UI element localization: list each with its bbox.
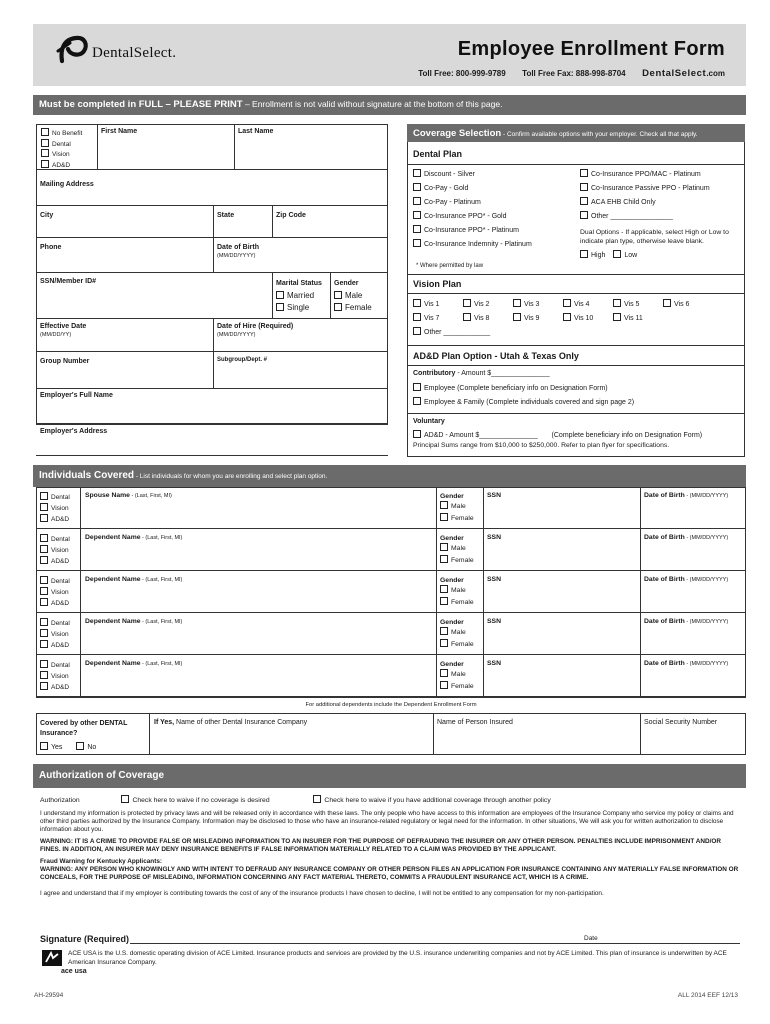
gender: Gender Male Female (334, 280, 372, 312)
ind-dental-check[interactable]: Dental (40, 618, 70, 629)
vision-plan-title: Vision Plan (413, 279, 462, 289)
ind-dental-check[interactable]: Dental (40, 492, 70, 503)
individual-ssn-field[interactable]: SSN (487, 660, 501, 667)
individual-name-field[interactable]: Dependent Name - (Last, First, MI) (85, 660, 183, 667)
individual-plan-checks (40, 534, 70, 567)
ind-male-check[interactable]: Male (440, 543, 474, 555)
low-check[interactable]: Low (613, 252, 637, 259)
ind-dental-check[interactable]: Dental (40, 660, 70, 671)
state-field[interactable]: State (217, 212, 235, 219)
dental-aca-ehb-child[interactable]: ACA EHB Child Only (580, 196, 710, 210)
check-dental[interactable]: Dental (41, 139, 82, 150)
dental-ppo-mac-platinum[interactable]: Co-Insurance PPO/MAC - Platinum (580, 168, 710, 182)
voluntary-label: Voluntary (413, 418, 445, 425)
vis-6[interactable]: Vis 6 (663, 298, 713, 312)
add-employee-check[interactable]: Employee (Complete beneficiary info on Designation Form) (413, 382, 608, 396)
logo-text: DentalSelect. (92, 45, 177, 61)
individual-dob-field[interactable]: Date of Birth - (MM/DD/YYYY) (644, 618, 729, 625)
dental-other[interactable]: Other ________________ (580, 210, 710, 224)
check-vision[interactable]: Vision (41, 149, 82, 160)
employer-address-field[interactable]: Employer's Address (40, 428, 108, 435)
phone-field[interactable]: Phone (40, 244, 62, 251)
ind-add-check[interactable]: AD&D (40, 598, 70, 609)
other-company-field[interactable]: If Yes, Name of other Dental Insurance Company (154, 719, 308, 726)
authorization-header: Authorization of Coverage (33, 764, 746, 788)
ssn-field[interactable]: SSN/Member ID# (40, 278, 97, 285)
dental-plan-title: Dental Plan (413, 149, 463, 159)
authorization-label: Authorization (40, 797, 80, 804)
date-label: Date (584, 935, 598, 942)
individual-name-field[interactable]: Dependent Name - (Last, First, MI) (85, 576, 183, 583)
individual-plan-checks (40, 492, 70, 525)
kentucky-warning: WARNING: ANY PERSON WHO KNOWINGLY AND WITH INTENT TO DEFRAUD ANY INSURANCE COMPANY OR OTHER PERSON FILES AN APPLICATION FOR INSURANCE CONTAINING ANY MATERIALLY FALSE INFORMATION OR CONCEALS, FOR THE PURPOSE OF MISLEADING, INFORMATION CONCERNING ANY FACT MATERIAL THERETO, COMMITS A FRAUDULENT INSURANCE ACT, WHICH IS A CRIME. (40, 866, 739, 882)
coverage-header: Coverage Selection - Confirm available options with your employer. Check all that apply. (407, 124, 745, 142)
individual-name-field[interactable]: Spouse Name - (Last, First, MI) (85, 492, 172, 499)
voluntary-add-check[interactable]: AD&D - Amount $_______________ (413, 432, 538, 439)
voluntary-line: AD&D - Amount $_______________ (Complete beneficiary info on Designation Form) (413, 430, 702, 441)
ind-vision-check[interactable]: Vision (40, 671, 70, 682)
effective-date-field[interactable]: Effective Date (MM/DD/YY) (40, 323, 87, 338)
ind-male-check[interactable]: Male (440, 627, 474, 639)
ind-male-check[interactable]: Male (440, 585, 474, 597)
contact-line (418, 68, 725, 80)
dob-field[interactable]: Date of Birth (MM/DD/YYYY) (217, 244, 259, 259)
kentucky-title: Fraud Warning for Kentucky Applicants: (40, 858, 163, 866)
ind-add-check[interactable]: AD&D (40, 556, 70, 567)
dental-copay-gold[interactable]: Co-Pay - Gold (413, 182, 532, 196)
banner-rest: – Enrollment is not valid without signature at the bottom of this page. (242, 99, 503, 109)
dental-coins-ppo-platinum[interactable]: Co-Insurance PPO* - Platinum (413, 224, 532, 238)
vision-options (413, 298, 743, 340)
vis-4[interactable]: Vis 4 (563, 298, 613, 312)
vis-11[interactable]: Vis 11 (613, 312, 663, 326)
individual-plan-checks (40, 660, 70, 693)
individual-plan-checks (40, 618, 70, 651)
dental-options-left (413, 168, 532, 252)
full-print-banner (33, 95, 746, 115)
individual-gender: Gender Male Female (440, 618, 474, 651)
dual-options-note: Dual Options - If applicable, select High or Low to indicate plan type, otherwise leave blank. (580, 229, 729, 245)
ind-dental-check[interactable]: Dental (40, 576, 70, 587)
website-suffix: .com (706, 69, 725, 78)
dentalselect-logo (56, 33, 206, 67)
ind-female-check[interactable]: Female (440, 597, 474, 609)
dental-coins-indemnity-platinum[interactable]: Co-Insurance Indemnity - Platinum (413, 238, 532, 252)
individual-dob-field[interactable]: Date of Birth - (MM/DD/YYYY) (644, 492, 729, 499)
ind-add-check[interactable]: AD&D (40, 682, 70, 693)
dental-coins-ppo-gold[interactable]: Co-Insurance PPO* - Gold (413, 210, 532, 224)
vis-2[interactable]: Vis 2 (463, 298, 513, 312)
individual-ssn-field[interactable]: SSN (487, 492, 501, 499)
waive-no-coverage-check[interactable]: Check here to waive if no coverage is desired (121, 797, 269, 804)
dental-discount-silver[interactable]: Discount - Silver (413, 168, 532, 182)
ind-male-check[interactable]: Male (440, 501, 474, 513)
individual-dob-field[interactable]: Date of Birth - (MM/DD/YYYY) (644, 534, 729, 541)
ace-disclaimer: ACE USA is the U.S. domestic operating division of ACE Limited. Insurance products and services are provided by the U.S. insurance underwriting companies and not by ACE Limited. This plan of insurance is underwritten by ACE American Insurance Company. (68, 950, 727, 966)
vis-1[interactable]: Vis 1 (413, 298, 463, 312)
individuals-header: Individuals Covered - List individuals for whom you are enrolling and select plan option. (33, 465, 746, 487)
additional-dependents-note: For additional dependents include the Dependent Enrollment Form (305, 702, 477, 708)
waive-additional-check[interactable]: Check here to waive if you have additional coverage through another policy (313, 797, 550, 804)
individual-name-field[interactable]: Dependent Name - (Last, First, MI) (85, 534, 183, 541)
person-insured-field[interactable]: Name of Person Insured (437, 719, 513, 726)
permitted-note: * Where permitted by law (416, 263, 484, 269)
first-name-field[interactable]: First Name (101, 128, 138, 135)
ind-vision-check[interactable]: Vision (40, 545, 70, 556)
individual-dob-field[interactable]: Date of Birth - (MM/DD/YYYY) (644, 660, 729, 667)
authorization-body (40, 795, 740, 902)
group-number-field[interactable]: Group Number (40, 358, 90, 365)
check-no-benefit[interactable]: No Benefit (41, 128, 82, 139)
website: DentalSelect (642, 68, 707, 79)
benefit-checks (41, 128, 82, 170)
marital-status: Marital Status Married Single (276, 280, 322, 312)
last-name-field[interactable]: Last Name (238, 128, 274, 135)
individual-gender: Gender Male Female (440, 534, 474, 567)
individual-ssn-field[interactable]: SSN (487, 618, 501, 625)
covered-yes-check[interactable]: Yes (40, 744, 62, 751)
hire-date-field[interactable]: Date of Hire (Required) (MM/DD/YYYY) (217, 323, 294, 338)
individual-ssn-field[interactable]: SSN (487, 576, 501, 583)
individual-name-field[interactable]: Dependent Name - (Last, First, MI) (85, 618, 183, 625)
high-check[interactable]: High (580, 252, 605, 259)
add-plan-title: AD&D Plan Option - Utah & Texas Only (413, 351, 579, 361)
signature-line[interactable]: Signature (Required) Date (40, 935, 740, 947)
ind-vision-check[interactable]: Vision (40, 587, 70, 598)
add-family-check[interactable]: Employee & Family (Complete individuals covered and sign page 2) (413, 396, 634, 410)
banner-bold: Must be completed in FULL – PLEASE PRINT (39, 99, 243, 110)
ind-vision-check[interactable]: Vision (40, 503, 70, 514)
dental-copay-platinum[interactable]: Co-Pay - Platinum (413, 196, 532, 210)
single-check[interactable]: Single (276, 302, 322, 314)
ind-female-check[interactable]: Female (440, 681, 474, 693)
male-check[interactable]: Male (334, 290, 372, 302)
ace-mark-icon (42, 950, 62, 966)
ind-male-check[interactable]: Male (440, 669, 474, 681)
ind-female-check[interactable]: Female (440, 555, 474, 567)
principal-note: Principal Sums range from $10,000 to $250,000. Refer to plan flyer for specifications. (413, 442, 670, 449)
agree-paragraph: I agree and understand that if my employer is contributing towards the cost of any of the insurance products I have chosen to decline, I will not be entitled to any compensation for my non-participation. (40, 890, 604, 898)
vis-8[interactable]: Vis 8 (463, 312, 513, 326)
toll-free-fax: Toll Free Fax: 888-998-8704 (522, 69, 626, 78)
individual-gender: Gender Male Female (440, 492, 474, 525)
form-code: AH-29594 (34, 992, 64, 999)
logo-mark-icon (56, 33, 90, 67)
vis-9[interactable]: Vis 9 (513, 312, 563, 326)
covered-no-check[interactable]: No (76, 744, 96, 751)
dental-options-right (580, 168, 710, 224)
ace-logo-text: ace usa (61, 968, 87, 975)
married-check[interactable]: Married (276, 290, 322, 302)
form-title: Employee Enrollment Form (457, 38, 725, 60)
female-check[interactable]: Female (334, 302, 372, 314)
ind-add-check[interactable]: AD&D (40, 640, 70, 651)
ind-vision-check[interactable]: Vision (40, 629, 70, 640)
toll-free: Toll Free: 800-999-9789 (418, 69, 506, 78)
covered-other-label: Covered by other DENTAL Insurance? (40, 720, 128, 737)
individual-gender: Gender Male Female (440, 660, 474, 693)
zip-field[interactable]: Zip Code (276, 212, 306, 219)
ind-dental-check[interactable]: Dental (40, 534, 70, 545)
privacy-paragraph: I understand my information is protected by privacy laws and will be released only in accordance with these laws. The only people who have access to this information are employees of the Insurance Company who service my policy or claims and other third parties authorized by the Insurance Company. Information may be disclosed to those who have an insurance-related regulatory or legal need for the information. In other situations, We will ask you for written authorization to disclose information about you. (40, 810, 734, 834)
high-low (580, 250, 637, 261)
individual-ssn-field[interactable]: SSN (487, 534, 501, 541)
fraud-warning: WARNING: IT IS A CRIME TO PROVIDE FALSE OR MISLEADING INFORMATION TO AN INSURER FOR THE PURPOSE OF DEFRAUDING THE INSURER OR ANY OTHER PERSON. PENALTIES INCLUDE IMPRISONMENT AND/OR FINES. IN ADDITION, AN INSURER MAY DENY INSURANCE BENEFITS IF FALSE INFORMATION MATERIALLY RELATED TO A CLAIM WAS PROVIDED BY THE APPLICANT. (40, 838, 721, 854)
dental-passive-ppo-platinum[interactable]: Co-Insurance Passive PPO - Platinum (580, 182, 710, 196)
check-add[interactable]: AD&D (41, 160, 82, 171)
social-security-field[interactable]: Social Security Number (644, 719, 718, 726)
ind-female-check[interactable]: Female (440, 513, 474, 525)
vis-3[interactable]: Vis 3 (513, 298, 563, 312)
subgroup-field[interactable]: Subgroup/Dept. # (217, 357, 267, 363)
individual-gender: Gender Male Female (440, 576, 474, 609)
covered-other-yes-no (40, 742, 96, 753)
form-version: ALL 2014 EEF 12/13 (677, 992, 738, 999)
vis-10[interactable]: Vis 10 (563, 312, 613, 326)
contributory-line: Contributory - Amount $_______________ (413, 370, 550, 377)
ind-add-check[interactable]: AD&D (40, 514, 70, 525)
employer-name-field[interactable]: Employer's Full Name (40, 392, 113, 399)
vis-7[interactable]: Vis 7 (413, 312, 463, 326)
individual-dob-field[interactable]: Date of Birth - (MM/DD/YYYY) (644, 576, 729, 583)
city-field[interactable]: City (40, 212, 54, 219)
vis-5[interactable]: Vis 5 (613, 298, 663, 312)
individual-plan-checks (40, 576, 70, 609)
vision-other[interactable]: Other ____________ (413, 326, 743, 340)
mailing-address-field[interactable]: Mailing Address (40, 181, 94, 188)
ind-female-check[interactable]: Female (440, 639, 474, 651)
